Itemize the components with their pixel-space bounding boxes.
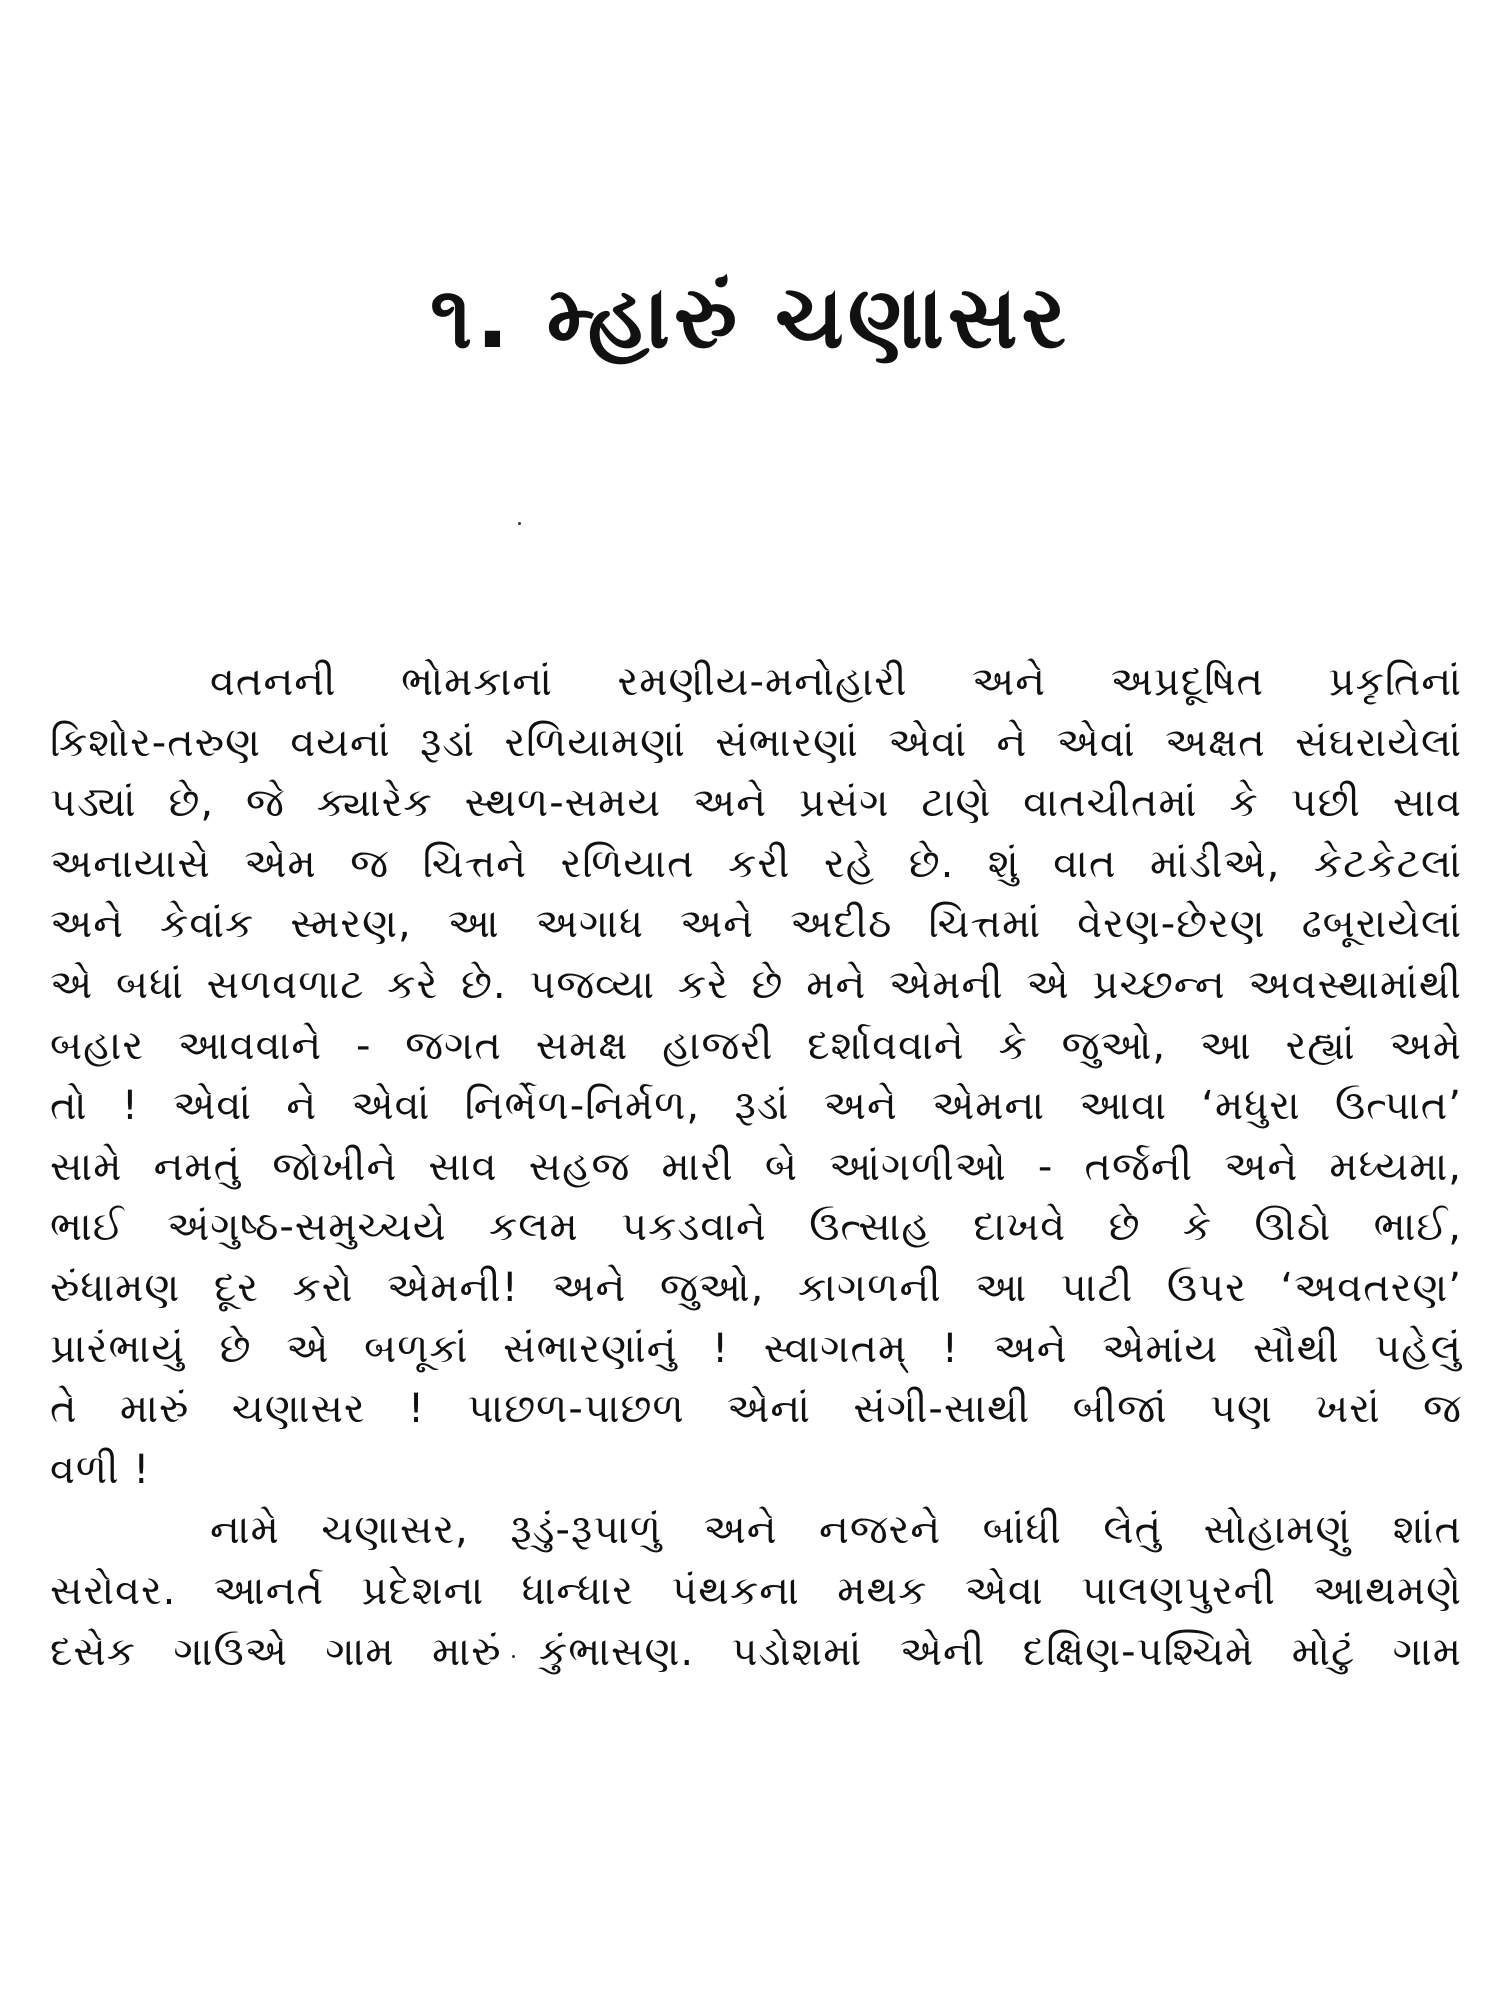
chapter-title: ૧. મ્હારું ચણાસર <box>430 268 1070 368</box>
text-line: તે મારું ચણાસર ! પાછળ-પાછળ એનાં સંગી-સાથી બીજાં પણ ખરાં જ <box>50 1386 1462 1433</box>
text-line: સામે નમતું જોખીને સાવ સહજ મારી બે આંગળીઓ - તર્જની અને મધ્યમા, <box>50 1143 1462 1190</box>
text-line: નામે ચણાસર, રૂડું-રૂપાળું અને નજરને બાંધી લેતું સોહામણું શાંત <box>210 1507 1462 1554</box>
paragraph-2 <box>50 1500 1462 1682</box>
text-line: દસેક ગાઉએ ગામ મારું કુંભાસણ. પડોશમાં એની દક્ષિણ-પશ્ચિમે મોટું ગામ <box>50 1628 1462 1675</box>
text-line: સરોવર. આનર્ત પ્રદેશના ધાન્ધાર પંથકના મથક એવા પાલણપુરની આથમણે <box>50 1567 1462 1614</box>
text-line: પ્રારંભાયું છે એ બળૂકાં સંભારણાંનું ! સ્વાગતમ્ ! અને એમાંય સૌથી પહેલું <box>50 1325 1462 1372</box>
text-line: વતનની ભોમકાનાં રમણીય-મનોહારી અને અપ્રદૂષિત પ્રકૃતિનાં <box>210 659 1462 705</box>
text-line: બહાર આવવાને - જગત સમક્ષ હાજરી દર્શાવવાને કે જુઓ, આ રહ્યાં અમે <box>50 1022 1462 1069</box>
text-line: પડ્યાં છે, જે ક્યારેક સ્થળ-સમય અને પ્રસંગ ટાણે વાતચીતમાં કે પછી સાવ <box>50 780 1462 827</box>
text-line: વળી ! <box>50 1446 151 1493</box>
text-line: અનાયાસે એમ જ ચિત્તને રળિયાત કરી રહે છે. શું વાત માંડીએ, કેટકેટલાં <box>50 840 1462 887</box>
text-line: અને કેવાંક સ્મરણ, આ અગાધ અને અદીઠ ચિત્તમાં વેરણ-છેરણ ઢબૂરાયેલાં <box>50 901 1462 948</box>
text-line: એ બધાં સળવળાટ કરે છે. પજવ્યા કરે છે મને એમની એ પ્રચ્છન્ન અવસ્થામાંથી <box>50 961 1462 1008</box>
text-line: તો ! એવાં ને એવાં નિર્ભેળ-નિર્મળ, રૂડાં અને એમના આવા ‘મધુરા ઉત્પાત’ <box>50 1083 1462 1130</box>
text-line: રુંધામણ દૂર કરો એમની! અને જુઓ, કાગળની આ પાટી ઉપર ‘અવતરણ’ <box>50 1264 1462 1311</box>
text-line: કિશોર-તરુણ વયનાં રૂડાં રળિયામણાં સંભારણાં એવાં ને એવાં અક્ષત સંઘરાયેલાં <box>50 719 1462 766</box>
text-line: ભાઈ અંગુષ્ઠ-સમુચ્ચયે કલમ પકડવાને ઉત્સાહ દાખવે છે કે ઊઠો ભાઈ, <box>50 1204 1462 1251</box>
scan-speck <box>518 522 521 525</box>
paragraph-1 <box>50 652 1462 1500</box>
body-text <box>50 652 1462 1682</box>
